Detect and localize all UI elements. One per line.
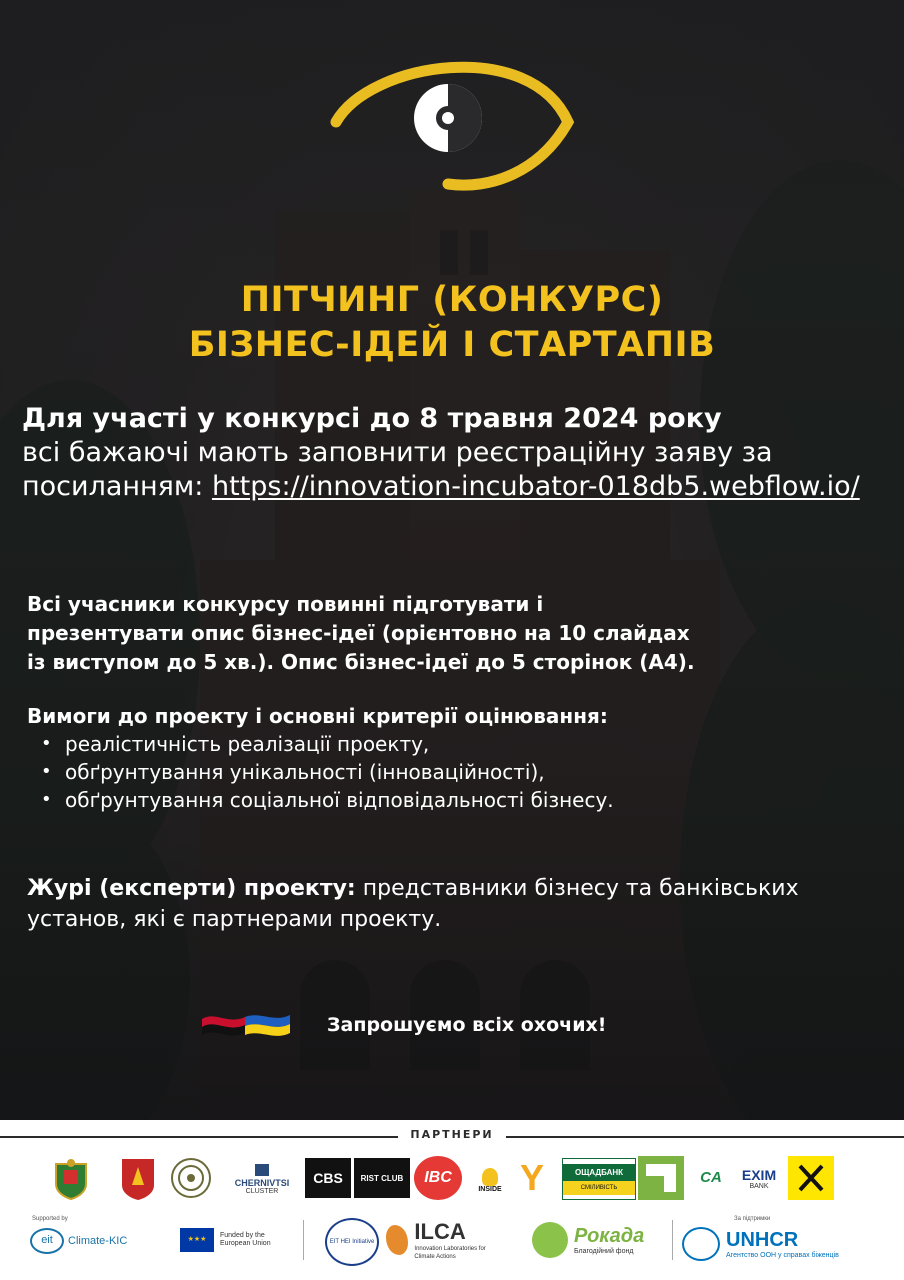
criteria-item: • реалістичність реалізації проекту, — [27, 730, 887, 758]
yk-logo: Y — [519, 1157, 544, 1198]
requirements-line: Всі учасники конкурсу повинні підготувати і — [27, 592, 544, 616]
registration-text: всі бажаючі мають заповнити реєстраційну заяву за посиланням: — [22, 437, 773, 502]
invite-row — [200, 1008, 606, 1042]
rist-club-logo: RIST CLUB — [354, 1158, 410, 1198]
divider — [672, 1220, 673, 1260]
criteria-list — [27, 730, 887, 814]
divider — [303, 1220, 304, 1260]
partners-footer — [0, 1120, 904, 1280]
requirements-line: із виступом до 5 хв.). Опис бізнес-ідеї до 5 сторінок (А4). — [27, 650, 695, 674]
eit-hei-logo: EIT HEI Initiative — [325, 1218, 379, 1266]
oblast-coat-of-arms-icon — [52, 1158, 90, 1200]
registration-deadline: Для участі у конкурсі до 8 травня 2024 року — [22, 403, 722, 434]
oschadbank-logo: ОЩАДБАНК СМІЛИВІСТЬ — [562, 1158, 636, 1200]
registration-block — [22, 402, 882, 504]
chernivtsi-cluster-logo: CHERNIVTSI CLUSTER — [228, 1160, 296, 1200]
requirements-line: презентувати опис бізнес-ідеї (орієнтовно на 10 слайдах — [27, 621, 690, 645]
invite-text: Запрошуємо всіх охочих! — [327, 1014, 607, 1036]
criteria-item: • обґрунтування соціальної відповідальності бізнесу. — [27, 786, 887, 814]
flags-icon — [200, 1011, 292, 1039]
registration-link[interactable]: https://innovation-incubator-018db5.webflow.io/ — [211, 471, 860, 502]
jury-text: представники бізнесу та банківських установ, які є партнерами проекту. — [27, 876, 799, 932]
criteria-item: • обґрунтування унікальності (інноваційності), — [27, 758, 887, 786]
ilca-logo: ILCA Innovation Laboratories for Climate Actions — [386, 1218, 506, 1262]
university-seal-icon — [170, 1157, 212, 1199]
criteria-heading: Вимоги до проекту і основні критерії оцінювання: — [27, 704, 608, 728]
raiffeisen-logo-icon — [788, 1156, 834, 1200]
jury-label: Журі (експерти) проекту: — [27, 876, 356, 901]
requirements-intro — [27, 590, 887, 677]
privatbank-logo-icon — [638, 1156, 684, 1200]
cbs-logo: CBS — [305, 1158, 351, 1198]
eu-funded-logo: ★★★ Funded by the European Union — [180, 1226, 290, 1254]
page-title — [0, 278, 904, 368]
partners-heading: ПАРТНЕРИ — [410, 1128, 494, 1141]
credit-agricole-logo: CA — [700, 1168, 722, 1186]
title-line-1: ПІТЧИНГ (КОНКУРС) — [240, 280, 664, 320]
eximbank-logo: EXIM BANK — [741, 1167, 777, 1190]
climate-kic-logo: Supported by eit Climate-KIC — [30, 1216, 150, 1256]
title-line-2: БІЗНЕС-ІДЕЙ І СТАРТАПІВ — [188, 325, 716, 365]
ibc-logo: IBC — [414, 1156, 462, 1200]
inside-logo: INSIDE — [474, 1158, 506, 1202]
unhcr-logo: За підтримки UNHCR Агентство ООН у справах біженців — [682, 1216, 878, 1264]
eye-logo-icon — [330, 52, 580, 192]
criteria-block — [27, 702, 887, 814]
rokada-logo: Рокада Благодійний фонд — [532, 1218, 664, 1262]
jury-block — [27, 873, 887, 935]
city-coat-of-arms-icon — [120, 1157, 156, 1201]
